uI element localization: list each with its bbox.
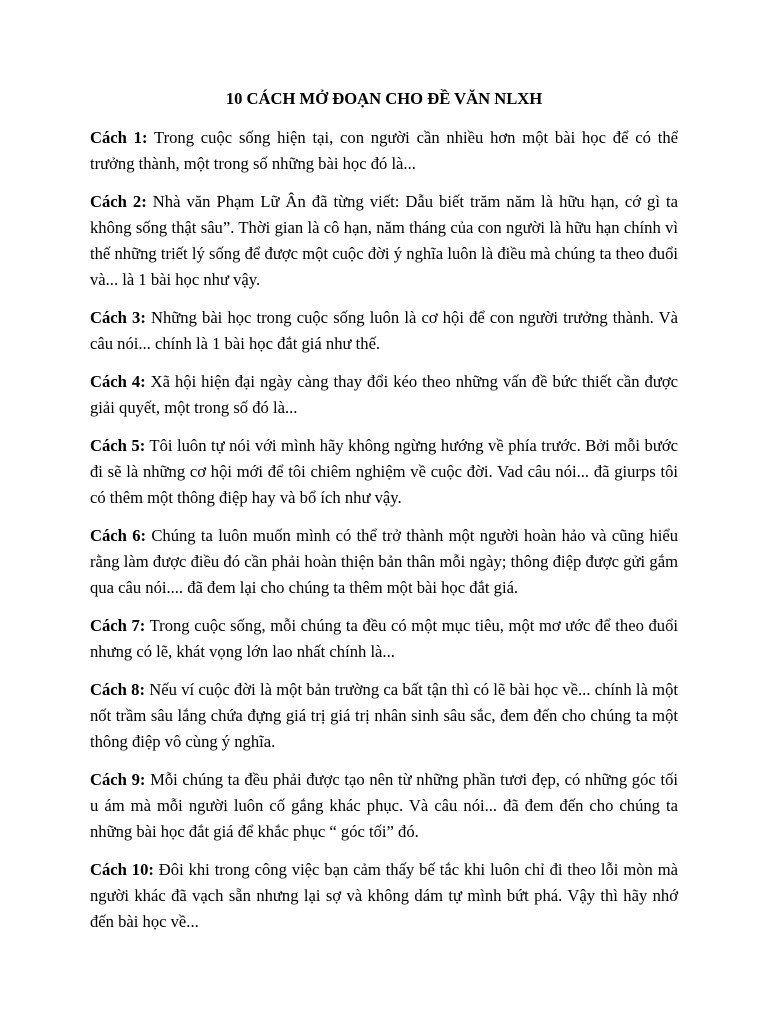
- paragraph-cach-6: [90, 523, 678, 601]
- paragraph-cach-10: [90, 857, 678, 935]
- paragraph-cach-3: [90, 305, 678, 357]
- paragraph-text: Tôi luôn tự nói với mình hãy không ngừng hướng về phía trước. Bởi mỗi bước đi sẽ là những cơ hội mới để tôi chiêm nghiệm về cuộc đời. Vad câu nói... đã giurps tôi có thêm một thông điệp hay và bổ ích như vậy.: [90, 436, 678, 507]
- paragraph-label: Cách 3:: [90, 308, 146, 327]
- paragraph-label: Cách 10:: [90, 860, 154, 879]
- paragraph-label: Cách 7:: [90, 616, 146, 635]
- paragraph-text: Trong cuộc sống, mỗi chúng ta đều có một mục tiêu, một mơ ước để theo đuổi nhưng có lẽ, khát vọng lớn lao nhất chính là...: [90, 616, 678, 661]
- paragraph-cach-1: [90, 125, 678, 177]
- paragraph-label: Cách 4:: [90, 372, 146, 391]
- paragraph-label: Cách 6:: [90, 526, 147, 545]
- paragraph-text: Xã hội hiện đại ngày càng thay đổi kéo theo những vấn đề bức thiết cần được giải quyết, một trong số đó là...: [90, 372, 678, 417]
- paragraph-cach-2: [90, 189, 678, 293]
- paragraph-cach-5: [90, 433, 678, 511]
- paragraph-text: Những bài học trong cuộc sống luôn là cơ hội để con người trưởng thành. Và câu nói... chính là 1 bài học đắt giá như thế.: [90, 308, 678, 353]
- paragraph-text: Nhà văn Phạm Lữ Ân đã từng viết: Dẫu biết trăm năm là hữu hạn, cớ gì ta không sống thật sâu”. Thời gian là cô hạn, năm tháng của con người là hữu hạn chính vì thế những triết lý sống để được một cuộc đời ý nghĩa luôn là điều mà chúng ta theo đuổi và... là 1 bài học như vậy.: [90, 192, 678, 289]
- document-page: [90, 86, 678, 947]
- paragraph-text: Trong cuộc sống hiện tại, con người cần nhiều hơn một bài học để có thể trưởng thành, một trong số những bài học đó là...: [90, 128, 678, 173]
- paragraph-text: Đôi khi trong công việc bạn cảm thấy bế tắc khi luôn chỉ đi theo lỗi mòn mà người khác đã vạch sẵn nhưng lại sợ và không dám tự mình bứt phá. Vậy thì hãy nhớ đến bài học về...: [90, 860, 678, 931]
- paragraph-label: Cách 9:: [90, 770, 146, 789]
- document-title: 10 CÁCH MỞ ĐOẠN CHO ĐỀ VĂN NLXH: [225, 89, 543, 108]
- paragraph-label: Cách 5:: [90, 436, 146, 455]
- paragraph-text: Mỗi chúng ta đều phải được tạo nên từ những phần tươi đẹp, có những góc tối u ám mà mỗi người luôn cố gắng khác phục. Và câu nói... đã đem đến cho chúng ta những bài học đắt giá để khắc phục “ góc tối” đó.: [90, 770, 678, 841]
- paragraph-cach-7: [90, 613, 678, 665]
- paragraph-label: Cách 1:: [90, 128, 148, 147]
- paragraph-cach-8: [90, 677, 678, 755]
- paragraph-label: Cách 8:: [90, 680, 145, 699]
- paragraph-text: Nếu ví cuộc đời là một bản trường ca bất tận thì có lẽ bài học về... chính là một nốt trầm sâu lắng chứa đựng giá trị giá trị nhân sinh sâu sắc, đem đến cho chúng ta một thông điệp vô cùng ý nghĩa.: [90, 680, 678, 751]
- paragraph-cach-9: [90, 767, 678, 845]
- paragraph-cach-4: [90, 369, 678, 421]
- paragraph-label: Cách 2:: [90, 192, 147, 211]
- paragraph-text: Chúng ta luôn muốn mình có thể trở thành một người hoàn hảo và cũng hiểu rằng làm được điều đó cần phải hoàn thiện bản thân mỗi ngày; thông điệp được gửi gắm qua câu nói.... đã đem lại cho chúng ta thêm một bài học đắt giá.: [90, 526, 678, 597]
